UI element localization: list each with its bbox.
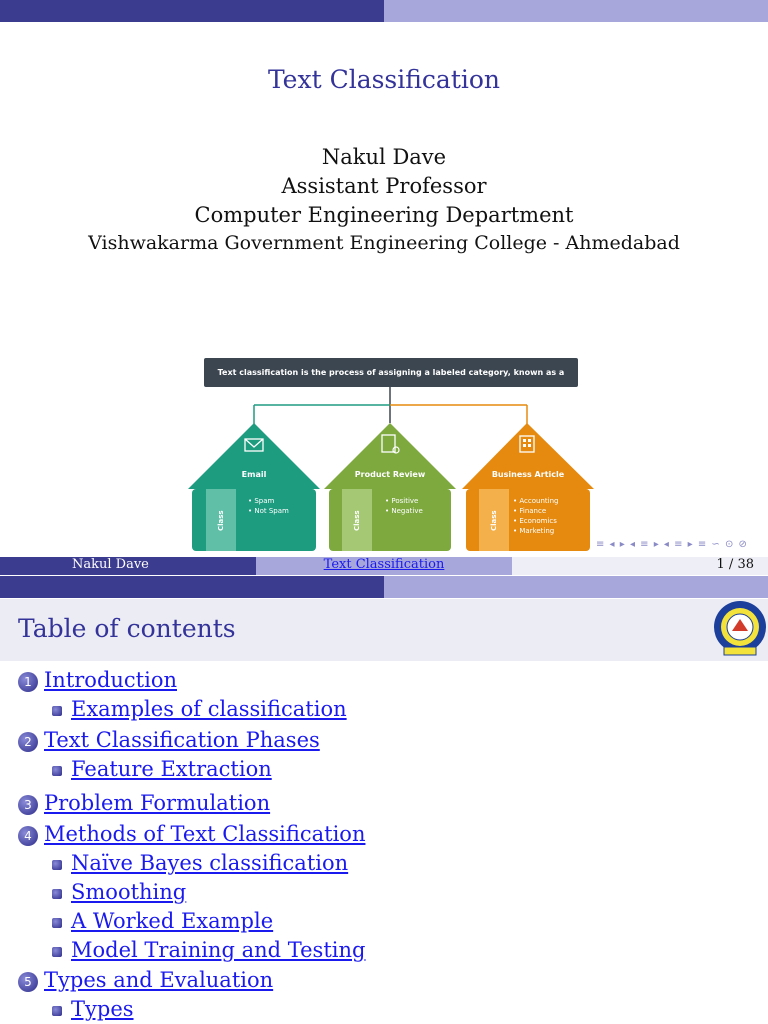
class-item: • Spam	[248, 497, 275, 505]
beamer-navigation-symbols[interactable]: ≡ ◂ ▸ ◂ ≡ ▸ ◂ ≡ ▸ ≡ ∽ ⊙ ⊘	[596, 539, 748, 550]
text-classification-diagram	[188, 355, 596, 555]
class-item: • Not Spam	[248, 507, 289, 515]
house-business-label: Business Article	[491, 470, 565, 479]
class-item: • Economics	[513, 517, 557, 525]
toc-subsection[interactable]: Smoothing	[52, 880, 186, 904]
college-logo	[712, 599, 768, 659]
toc-subsection[interactable]: Examples of classification	[52, 697, 347, 721]
toc-subsection[interactable]: A Worked Example	[52, 909, 273, 933]
toc-section-1[interactable]: 1 Introduction	[18, 668, 177, 692]
class-item: • Accounting	[513, 497, 559, 505]
slide1-top-bar	[0, 0, 768, 22]
author-college: Vishwakarma Government Engineering College - Ahmedabad	[88, 232, 680, 254]
toc-section-5[interactable]: 5 Types and Evaluation	[18, 968, 273, 992]
class-item: • Marketing	[513, 527, 555, 535]
email-classes	[248, 496, 289, 516]
footer-author: Nakul Dave	[0, 557, 256, 575]
review-classes	[385, 496, 423, 516]
class-item: • Negative	[385, 507, 423, 515]
slide1-footer	[0, 557, 768, 575]
toc-subsection[interactable]: Model Training and Testing	[52, 938, 365, 962]
footer-title-link[interactable]: Text Classification	[256, 557, 512, 575]
slide-title: Text Classification	[267, 65, 501, 94]
toc-title: Table of contents	[18, 614, 236, 643]
slide2-top-bar	[0, 576, 768, 598]
class-label-business: Class	[490, 510, 498, 531]
author-name: Nakul Dave	[321, 145, 447, 169]
business-classes	[513, 496, 558, 536]
toc-subsection[interactable]: Types	[52, 997, 134, 1021]
author-department: Computer Engineering Department	[194, 203, 574, 227]
house-review-label: Product Review	[354, 470, 426, 479]
class-item: • Positive	[385, 497, 419, 505]
author-position: Assistant Professor	[281, 174, 487, 198]
toc-section-4[interactable]: 4 Methods of Text Classification	[18, 822, 365, 846]
toc-section-3[interactable]: 3 Problem Formulation	[18, 791, 270, 815]
class-item: • Finance	[513, 507, 547, 515]
footer-page-number: 1 / 38	[512, 557, 768, 575]
class-label-review: Class	[353, 510, 361, 531]
toc-subsection[interactable]: Naïve Bayes classification	[52, 851, 348, 875]
toc-subsection[interactable]: Feature Extraction	[52, 757, 272, 781]
definition-box: Text classification is the process of assigning a labeled category, known as a class, to text.	[204, 358, 578, 387]
class-label-email: Class	[217, 510, 225, 531]
toc-section-2[interactable]: 2 Text Classification Phases	[18, 728, 320, 752]
house-email-label: Email	[241, 470, 267, 479]
